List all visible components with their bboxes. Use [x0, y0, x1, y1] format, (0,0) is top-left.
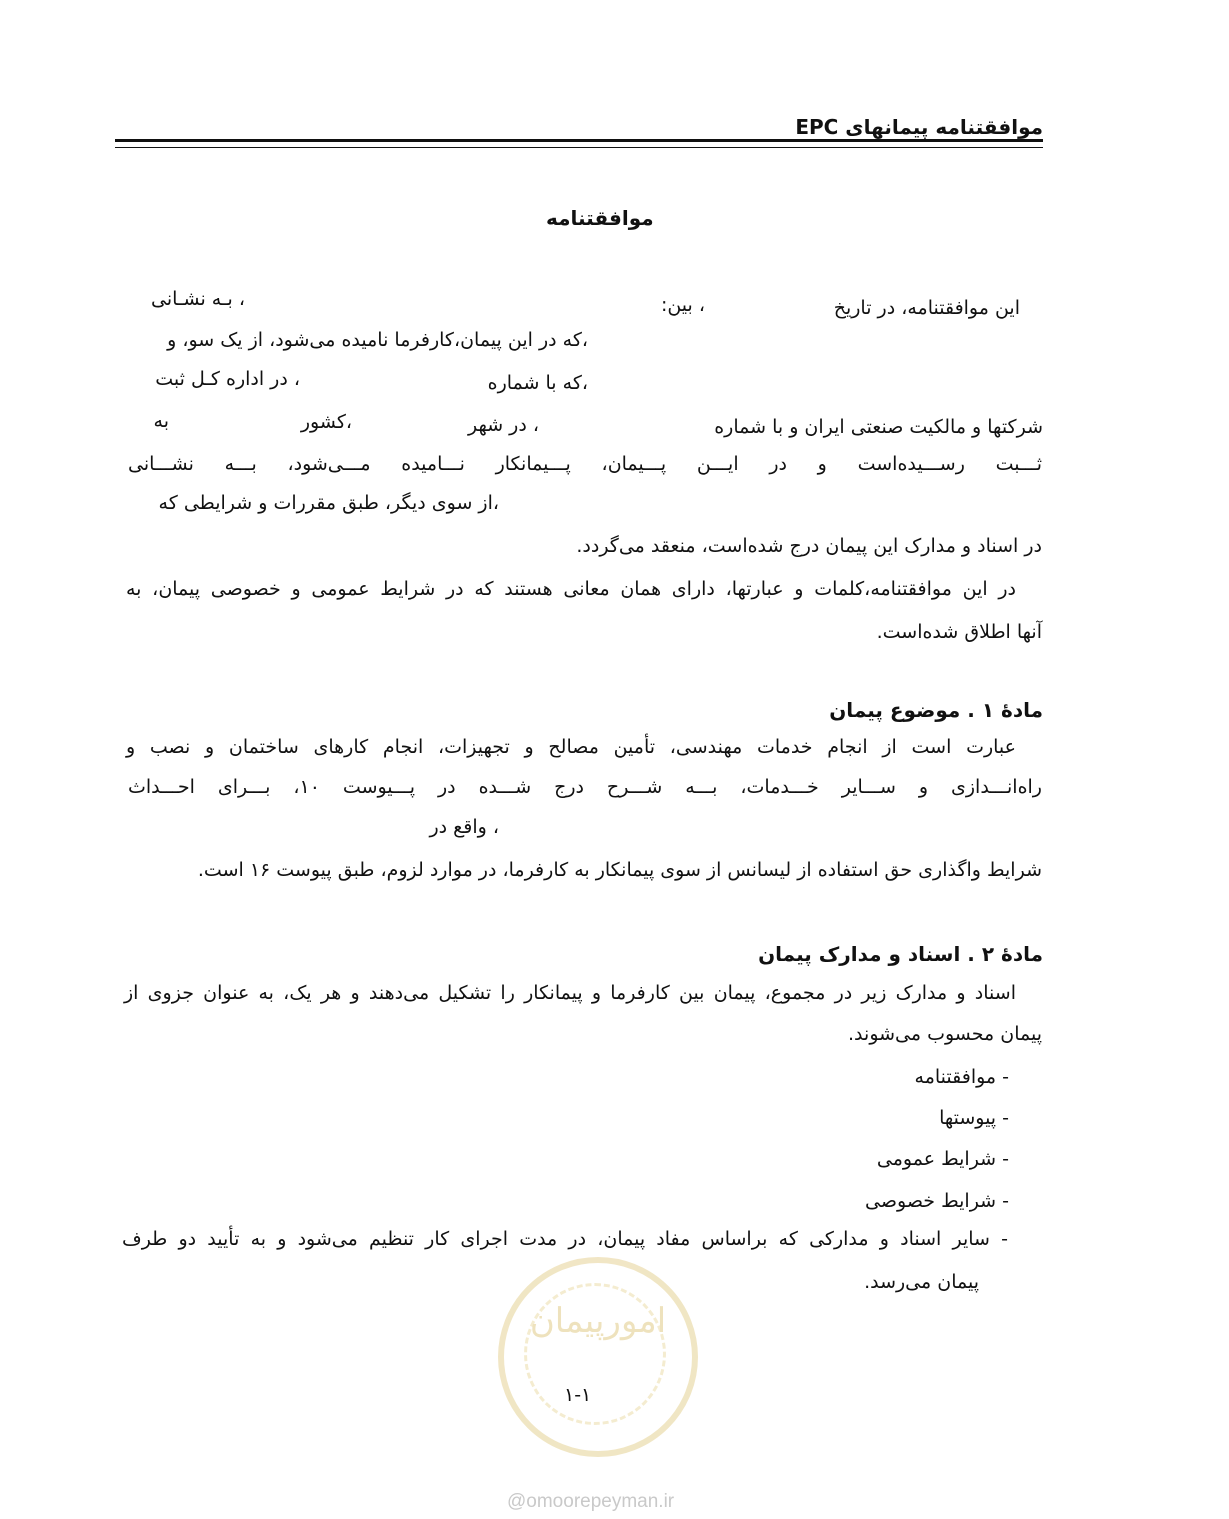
intro-line4-left: به	[153, 410, 169, 432]
intro-line1-right: این موافقتنامه، در تاریخ	[833, 297, 1020, 319]
page-number: ۱-۱	[564, 1384, 592, 1406]
article2-item-4: - شرایط خصوصی	[865, 1190, 1009, 1212]
header-rule-thick	[115, 139, 1043, 142]
intro-line1-left: ، بـه نشـانی	[151, 288, 245, 310]
article1-line4: شرایط واگذاری حق استفاده از لیسانس از سوی پیمانکار به کارفرما، در موارد لزوم، طبق پیوست ۱۶ است.	[197, 859, 1042, 881]
intro-line4-city: ، در شهر	[467, 414, 539, 436]
article2-heading: مادۀ ۲ . اسناد و مدارک پیمان	[758, 942, 1043, 966]
intro-line3-left: ، در اداره کـل ثبت	[155, 368, 300, 390]
watermark-url: @omoorepeyman.ir	[507, 1491, 675, 1512]
watermark-logo	[498, 1257, 698, 1457]
document-title: موافقتنامه	[546, 206, 654, 230]
intro-para2-line1: در این موافقتنامه،کلمات و عبارتها، دارای همان معانی هستند که در شرایط عمومی و خصوصی پیمان، به	[126, 578, 1016, 600]
watermark-logo-text: امورپیمان	[529, 1301, 667, 1341]
intro-line4-right: شرکتها و مالکیت صنعتی ایران و با شماره	[714, 416, 1043, 438]
intro-line7: در اسناد و مدارک این پیمان درج شده‌است، منعقد می‌گردد.	[576, 535, 1042, 557]
intro-line3-right: ،که با شماره	[487, 372, 588, 394]
intro-line1-mid: ، بین:	[660, 294, 705, 316]
running-header-title: موافقتنامه پیمانهای EPC	[795, 115, 1043, 139]
article1-line2: راه‌انـــدازی و ســـایر خـــدمات، بـــه شـــرح درج شـــده در پـــیوست ۱۰، بـــرای احـــداث	[128, 776, 1042, 798]
intro-line5: ثـــبت رســـیده‌است و در ایـــن پـــیمان، پـــیمانکار نـــامیده مـــی‌شود، بـــه نشـــانی	[128, 453, 1042, 475]
intro-para2-line2: آنها اطلاق شده‌است.	[876, 621, 1042, 643]
intro-line6: ،از سوی دیگر، طبق مقررات و شرایطی که	[158, 492, 499, 514]
article2-line2: پیمان محسوب می‌شوند.	[848, 1023, 1042, 1045]
article2-item-1: - موافقتنامه	[914, 1066, 1009, 1088]
article1-line1: عبارت است از انجام خدمات مهندسی، تأمین مصالح و تجهیزات، انجام کارهای ساختمان و نصب و	[126, 736, 1016, 758]
intro-line4-country: ،کشور	[300, 411, 352, 433]
article2-item-5: - سایر اسناد و مدارکی که براساس مفاد پیمان، در مدت اجرای کار تنظیم می‌شود و به تأیید دو طرف	[122, 1228, 1008, 1250]
article2-item-3: - شرایط عمومی	[876, 1148, 1009, 1170]
article2-item-2: - پیوستها	[939, 1107, 1009, 1129]
article1-line3: ، واقع در	[429, 816, 499, 838]
intro-line2: ،که در این پیمان،کارفرما نامیده می‌شود، از یک سو، و	[167, 329, 588, 351]
header-rule-thin	[115, 147, 1043, 148]
article2-line1: اسناد و مدارک زیر در مجموع، پیمان بین کارفرما و پیمانکار را تشکیل می‌دهند و هر یک، به عنوان جزوی از	[124, 982, 1016, 1004]
article2-item-5-continuation: پیمان می‌رسد.	[864, 1271, 979, 1293]
article1-heading: مادۀ ۱ . موضوع پیمان	[829, 698, 1043, 722]
